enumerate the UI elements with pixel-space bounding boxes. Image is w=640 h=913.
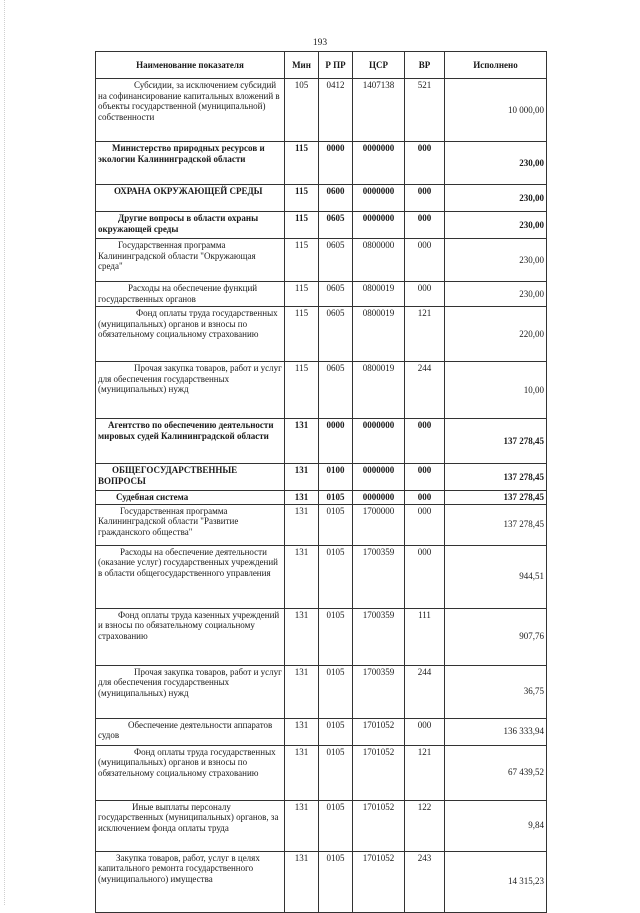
row-name-cell: ОХРАНА ОКРУЖАЮЩЕЙ СРЕДЫ — [96, 185, 285, 212]
row-vr-cell: 122 — [405, 800, 445, 851]
row-rpr-cell: 0105 — [319, 504, 353, 545]
row-rpr-cell: 0105 — [319, 851, 353, 912]
row-min-cell: 115 — [285, 282, 319, 307]
row-isp-cell: 137 278,45 — [445, 491, 547, 505]
row-vr-cell: 000 — [405, 419, 445, 464]
table-row — [96, 282, 547, 307]
table-row — [96, 745, 547, 800]
margin-rule — [4, 0, 5, 905]
row-rpr-cell: 0000 — [319, 142, 353, 185]
row-min-cell: 131 — [285, 419, 319, 464]
row-rpr-cell: 0105 — [319, 800, 353, 851]
table-row — [96, 545, 547, 608]
table-header-row — [96, 52, 547, 79]
table-row — [96, 665, 547, 718]
row-csr-cell: 0800019 — [353, 307, 405, 362]
row-csr-cell: 1700000 — [353, 504, 405, 545]
row-csr-cell: 0800019 — [353, 282, 405, 307]
row-isp-cell: 14 315,23 — [445, 851, 547, 912]
row-csr-cell: 0000000 — [353, 464, 405, 491]
row-vr-cell: 111 — [405, 608, 445, 665]
row-csr-cell: 1701052 — [353, 718, 405, 745]
row-name-cell: Фонд оплаты труда государственных (муниципальных) органов и взносы по обязательному социальному страхованию — [96, 745, 285, 800]
budget-table — [95, 51, 547, 913]
row-isp-cell: 10,00 — [445, 362, 547, 419]
row-csr-cell: 1701052 — [353, 851, 405, 912]
row-min-cell: 131 — [285, 464, 319, 491]
row-csr-cell: 0000000 — [353, 142, 405, 185]
row-name-cell: Расходы на обеспечение функций государственных органов — [96, 282, 285, 307]
row-isp-cell: 230,00 — [445, 282, 547, 307]
row-vr-cell: 000 — [405, 504, 445, 545]
row-vr-cell: 000 — [405, 282, 445, 307]
row-csr-cell: 0000000 — [353, 491, 405, 505]
table-row — [96, 142, 547, 185]
row-min-cell: 131 — [285, 608, 319, 665]
row-csr-cell: 1701052 — [353, 800, 405, 851]
row-vr-cell: 000 — [405, 185, 445, 212]
row-isp-cell: 230,00 — [445, 185, 547, 212]
row-vr-cell: 000 — [405, 142, 445, 185]
row-vr-cell: 244 — [405, 362, 445, 419]
row-csr-cell: 0800000 — [353, 239, 405, 282]
row-csr-cell: 1700359 — [353, 665, 405, 718]
row-min-cell: 131 — [285, 745, 319, 800]
row-vr-cell: 244 — [405, 665, 445, 718]
row-min-cell: 131 — [285, 545, 319, 608]
table-row — [96, 851, 547, 912]
table-body — [96, 79, 547, 913]
row-min-cell: 131 — [285, 504, 319, 545]
row-min-cell: 115 — [285, 362, 319, 419]
row-rpr-cell: 0105 — [319, 745, 353, 800]
row-name-cell: Иные выплаты персоналу государственных (муниципальных) органов, за исключением фонда оплаты труда — [96, 800, 285, 851]
row-rpr-cell: 0605 — [319, 239, 353, 282]
row-csr-cell: 0000000 — [353, 212, 405, 239]
header-min: Мин — [285, 52, 319, 79]
row-name-cell: Государственная программа Калининградской области "Развитие гражданского общества" — [96, 504, 285, 545]
row-isp-cell: 136 333,94 — [445, 718, 547, 745]
row-vr-cell: 000 — [405, 239, 445, 282]
table-row — [96, 362, 547, 419]
row-isp-cell: 137 278,45 — [445, 504, 547, 545]
row-isp-cell: 907,76 — [445, 608, 547, 665]
row-name-cell: Министерство природных ресурсов и экологии Калининградской области — [96, 142, 285, 185]
row-isp-cell: 230,00 — [445, 212, 547, 239]
row-vr-cell: 121 — [405, 307, 445, 362]
row-csr-cell: 1700359 — [353, 545, 405, 608]
header-csr: ЦСР — [353, 52, 405, 79]
row-rpr-cell: 0000 — [319, 419, 353, 464]
row-isp-cell: 137 278,45 — [445, 419, 547, 464]
table-row — [96, 419, 547, 464]
row-min-cell: 131 — [285, 491, 319, 505]
row-min-cell: 115 — [285, 185, 319, 212]
header-rpr: Р ПР — [319, 52, 353, 79]
row-csr-cell: 0000000 — [353, 419, 405, 464]
table-row — [96, 239, 547, 282]
row-isp-cell: 230,00 — [445, 142, 547, 185]
row-isp-cell: 67 439,52 — [445, 745, 547, 800]
row-rpr-cell: 0105 — [319, 491, 353, 505]
row-isp-cell: 36,75 — [445, 665, 547, 718]
row-name-cell: ОБЩЕГОСУДАРСТВЕННЫЕ ВОПРОСЫ — [96, 464, 285, 491]
row-rpr-cell: 0105 — [319, 545, 353, 608]
table-row — [96, 491, 547, 505]
row-min-cell: 115 — [285, 307, 319, 362]
table-row — [96, 307, 547, 362]
row-rpr-cell: 0100 — [319, 464, 353, 491]
row-vr-cell: 121 — [405, 745, 445, 800]
row-isp-cell: 944,51 — [445, 545, 547, 608]
row-min-cell: 131 — [285, 718, 319, 745]
row-min-cell: 131 — [285, 800, 319, 851]
row-isp-cell: 230,00 — [445, 239, 547, 282]
row-isp-cell: 220,00 — [445, 307, 547, 362]
table-row — [96, 800, 547, 851]
row-isp-cell: 137 278,45 — [445, 464, 547, 491]
row-name-cell: Субсидии, за исключением субсидий на софинансирование капитальных вложений в объекты государственной (муниципальной) собственности — [96, 79, 285, 142]
table-row — [96, 185, 547, 212]
header-isp: Исполнено — [445, 52, 547, 79]
header-name: Наименование показателя — [96, 52, 285, 79]
row-vr-cell: 000 — [405, 545, 445, 608]
table-row — [96, 504, 547, 545]
row-vr-cell: 000 — [405, 491, 445, 505]
row-vr-cell: 000 — [405, 212, 445, 239]
row-isp-cell: 9,84 — [445, 800, 547, 851]
row-isp-cell: 10 000,00 — [445, 79, 547, 142]
row-rpr-cell: 0412 — [319, 79, 353, 142]
row-rpr-cell: 0605 — [319, 362, 353, 419]
row-name-cell: Агентство по обеспечению деятельности мировых судей Калининградской области — [96, 419, 285, 464]
row-rpr-cell: 0105 — [319, 608, 353, 665]
row-rpr-cell: 0600 — [319, 185, 353, 212]
row-min-cell: 131 — [285, 851, 319, 912]
table-row — [96, 718, 547, 745]
table-row — [96, 79, 547, 142]
table-row — [96, 608, 547, 665]
row-name-cell: Судебная система — [96, 491, 285, 505]
row-name-cell: Другие вопросы в области охраны окружающей среды — [96, 212, 285, 239]
row-min-cell: 115 — [285, 142, 319, 185]
row-name-cell: Фонд оплаты труда казенных учреждений и взносы по обязательному социальному страхованию — [96, 608, 285, 665]
page-number: 193 — [312, 38, 328, 48]
row-csr-cell: 1701052 — [353, 745, 405, 800]
row-csr-cell: 1700359 — [353, 608, 405, 665]
row-rpr-cell: 0605 — [319, 212, 353, 239]
row-vr-cell: 521 — [405, 79, 445, 142]
table-row — [96, 464, 547, 491]
row-name-cell: Фонд оплаты труда государственных (муниципальных) органов и взносы по обязательному социальному страхованию — [96, 307, 285, 362]
row-min-cell: 105 — [285, 79, 319, 142]
row-name-cell: Прочая закупка товаров, работ и услуг для обеспечения государственных (муниципальных) нужд — [96, 665, 285, 718]
row-min-cell: 115 — [285, 212, 319, 239]
row-min-cell: 115 — [285, 239, 319, 282]
row-rpr-cell: 0105 — [319, 665, 353, 718]
row-rpr-cell: 0605 — [319, 307, 353, 362]
row-name-cell: Закупка товаров, работ, услуг в целях капитального ремонта государственного (муниципального) имущества — [96, 851, 285, 912]
row-min-cell: 131 — [285, 665, 319, 718]
row-csr-cell: 0800019 — [353, 362, 405, 419]
row-vr-cell: 000 — [405, 464, 445, 491]
row-csr-cell: 0000000 — [353, 185, 405, 212]
table-row — [96, 212, 547, 239]
row-rpr-cell: 0605 — [319, 282, 353, 307]
row-rpr-cell: 0105 — [319, 718, 353, 745]
row-vr-cell: 000 — [405, 718, 445, 745]
header-vr: ВР — [405, 52, 445, 79]
row-vr-cell: 243 — [405, 851, 445, 912]
row-name-cell: Прочая закупка товаров, работ и услуг для обеспечения государственных (муниципальных) нужд — [96, 362, 285, 419]
row-csr-cell: 1407138 — [353, 79, 405, 142]
row-name-cell: Государственная программа Калининградской области "Окружающая среда" — [96, 239, 285, 282]
row-name-cell: Обеспечение деятельности аппаратов судов — [96, 718, 285, 745]
row-name-cell: Расходы на обеспечение деятельности (оказание услуг) государственных учреждений в области общегосударственного управления — [96, 545, 285, 608]
